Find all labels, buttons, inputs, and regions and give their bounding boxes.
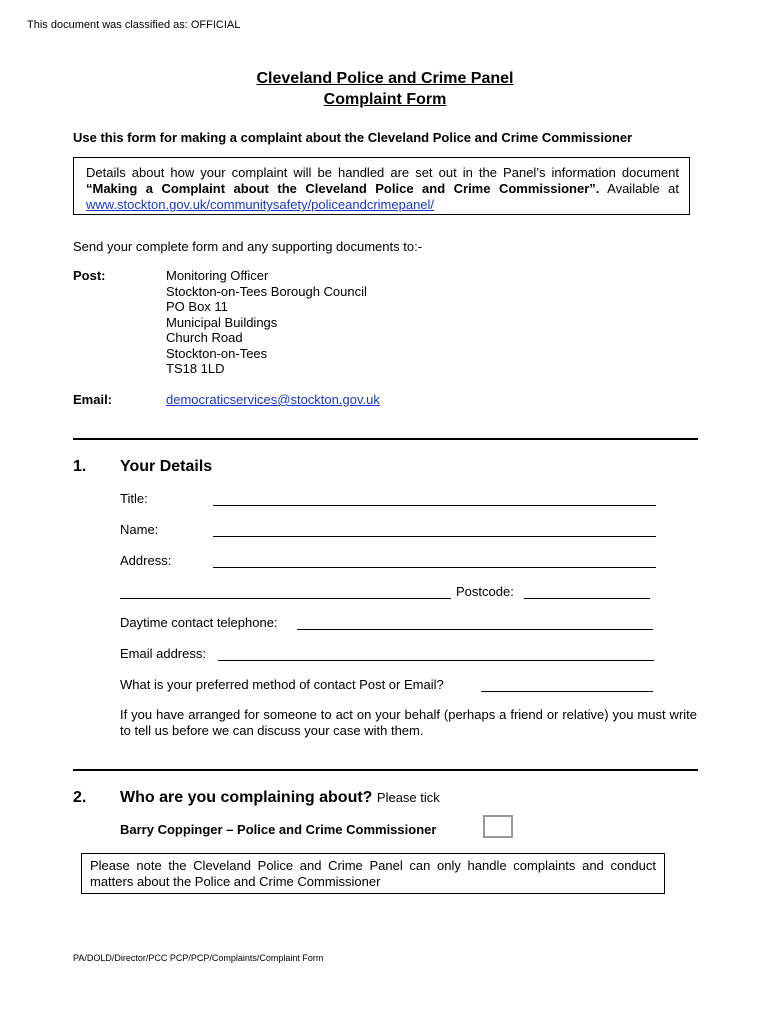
footer-reference: PA/DOLD/Director/PCC PCP/PCP/Complaints/Complaint Form — [73, 953, 324, 963]
pcc-note-text: Please note the Cleveland Police and Crime Panel can only handle complaints and conduct matters about the Police and Crime Commissioner — [90, 858, 656, 889]
info-doc-title: “Making a Complaint about the Cleveland Police and Crime Commissioner”. — [86, 181, 600, 196]
section2-title: Who are you complaining about? — [120, 789, 373, 806]
page-title: Cleveland Police and Crime Panel — [256, 70, 514, 87]
name-field[interactable] — [213, 536, 656, 537]
section1-title: Your Details — [120, 458, 213, 475]
section-divider — [73, 438, 698, 440]
info-available-prefix: Available at — [607, 181, 679, 196]
telephone-label: Daytime contact telephone: — [120, 615, 278, 630]
contact-method-label: What is your preferred method of contact Post or Email? — [120, 677, 444, 692]
title-field-label: Title: — [120, 491, 148, 506]
info-text: Details about how your complaint will be handled are set out in the Panel’s information document — [86, 165, 679, 180]
email-label: Email: — [73, 392, 113, 407]
section1-number: 1. — [73, 458, 87, 475]
name-field-label: Name: — [120, 522, 159, 537]
address-field-line2[interactable] — [120, 598, 451, 599]
email-address-label: Email address: — [120, 646, 206, 661]
post-label: Post: — [73, 268, 106, 283]
email-link[interactable]: democraticservices@stockton.gov.uk — [166, 392, 380, 407]
pcc-option-label: Barry Coppinger – Police and Crime Commissioner — [120, 822, 437, 837]
telephone-field[interactable] — [297, 629, 653, 630]
title-field[interactable] — [213, 505, 656, 506]
classification-label: This document was classified as: OFFICIAL — [27, 19, 241, 31]
address-line: Municipal Buildings — [166, 314, 278, 330]
representative-note: If you have arranged for someone to act on your behalf (perhaps a friend or relative) you must write to tell us before we can discuss your case with them. — [120, 707, 697, 738]
send-instructions: Send your complete form and any supporting documents to:- — [73, 239, 423, 254]
section2-heading — [120, 789, 440, 807]
address-line: Stockton-on-Tees Borough Council — [166, 283, 367, 299]
tick-instruction: Please tick — [376, 790, 440, 805]
intro-text: Use this form for making a complaint about the Cleveland Police and Crime Commissioner — [73, 130, 633, 145]
page-subtitle: Complaint Form — [323, 91, 447, 108]
section-divider — [73, 769, 698, 771]
address-line: TS18 1LD — [166, 361, 225, 376]
section2-number: 2. — [73, 789, 87, 806]
pcc-tick-checkbox[interactable] — [483, 815, 513, 838]
address-line: Church Road — [166, 330, 243, 345]
postcode-field[interactable] — [524, 598, 650, 599]
address-field-line1[interactable] — [213, 567, 656, 568]
address-line: PO Box 11 — [166, 299, 228, 314]
info-box — [73, 157, 690, 215]
email-address-field[interactable] — [218, 660, 654, 661]
pcc-note-box — [81, 853, 665, 894]
postcode-label: Postcode: — [456, 584, 514, 599]
panel-website-link[interactable]: www.stockton.gov.uk/communitysafety/policeandcrimepanel/ — [86, 197, 435, 212]
contact-method-field[interactable] — [481, 691, 653, 692]
address-line: Stockton-on-Tees — [166, 345, 268, 361]
postal-address — [166, 268, 367, 377]
address-line: Monitoring Officer — [166, 268, 269, 283]
address-field-label: Address: — [120, 553, 172, 568]
